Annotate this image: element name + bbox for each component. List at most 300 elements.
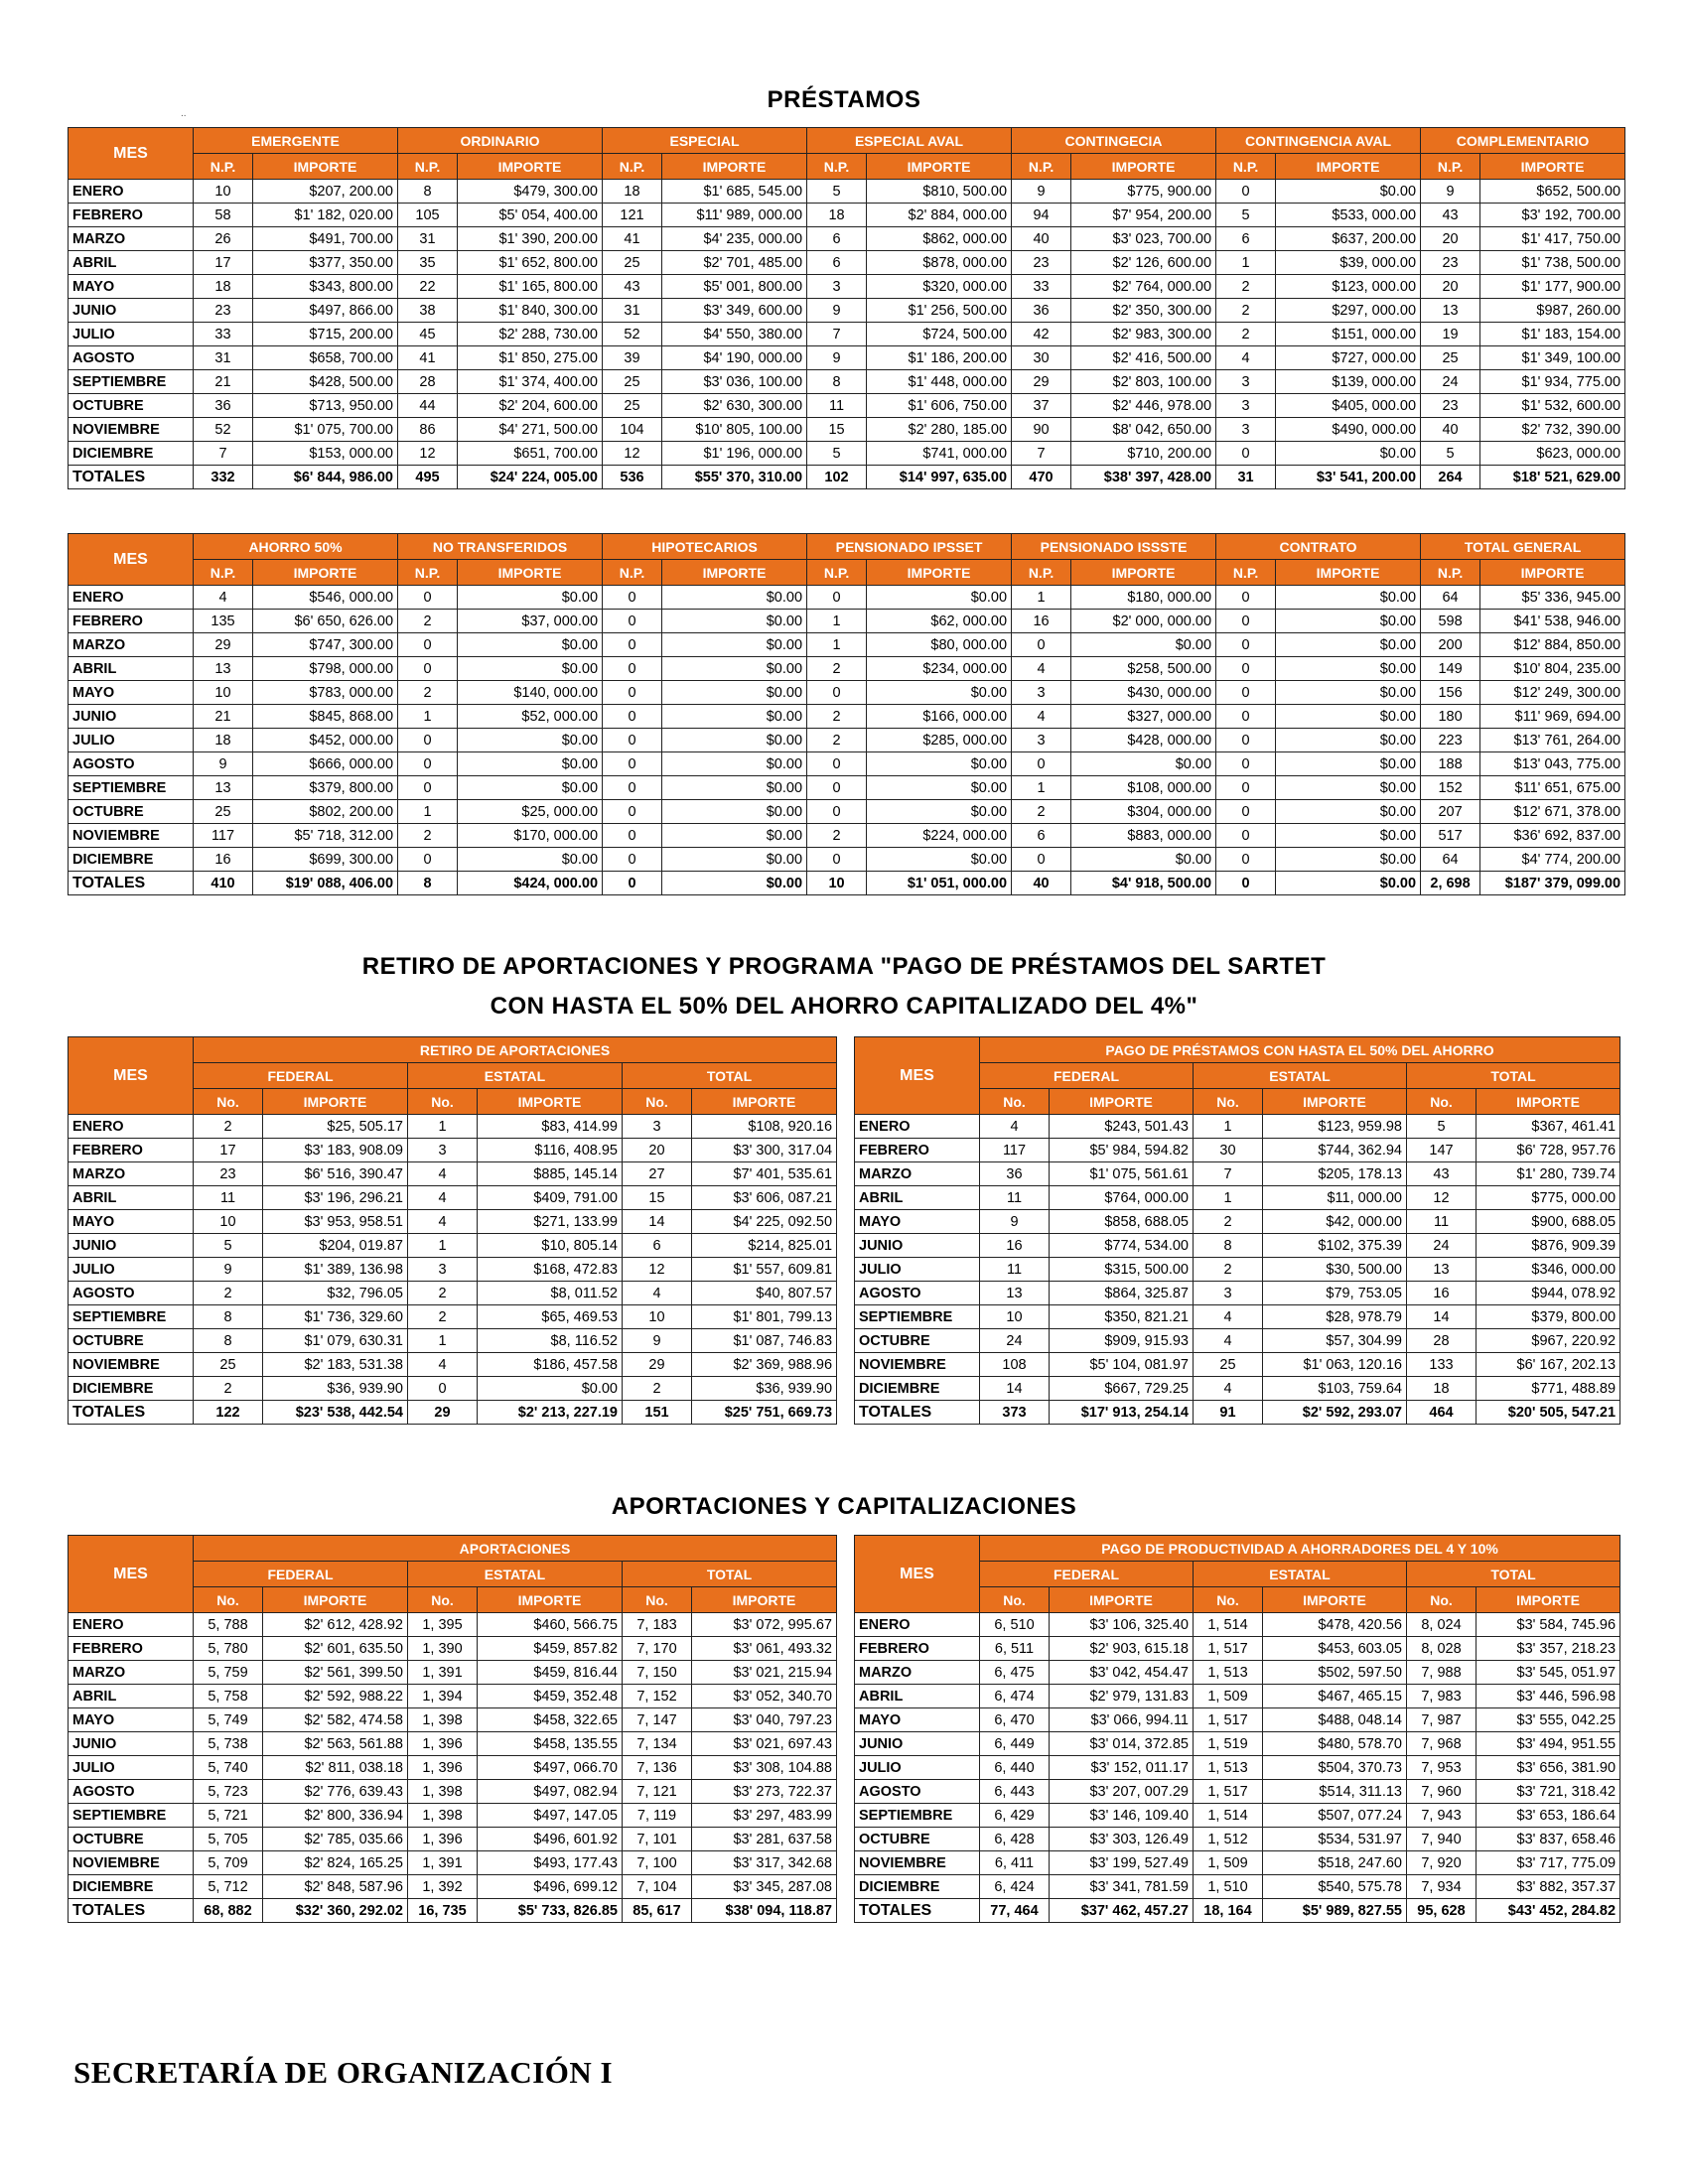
amount-cell: $3' 300, 317.04 — [692, 1139, 837, 1162]
count-cell: 6 — [1012, 824, 1071, 848]
amount-cell: $6' 728, 957.76 — [1477, 1139, 1620, 1162]
amount-cell: $504, 370.73 — [1263, 1756, 1407, 1780]
count-cell: 41 — [603, 227, 662, 251]
amount-cell: $25' 751, 669.73 — [692, 1401, 837, 1425]
count-cell: 0 — [398, 776, 458, 800]
count-cell: 42 — [1012, 323, 1071, 346]
amount-cell: $546, 000.00 — [253, 586, 398, 610]
count-cell: 25 — [194, 1353, 263, 1377]
count-cell: 1, 390 — [408, 1637, 478, 1661]
count-cell: 31 — [603, 299, 662, 323]
table-row — [69, 299, 1625, 323]
table6-grid — [854, 1535, 1620, 1923]
count-header: N.P. — [1012, 154, 1071, 180]
count-header: N.P. — [603, 560, 662, 586]
group-header: ESTATAL — [1194, 1063, 1407, 1089]
count-cell: 1 — [807, 633, 867, 657]
importe-header: IMPORTE — [867, 154, 1012, 180]
amount-cell: $1' 183, 154.00 — [1480, 323, 1625, 346]
count-cell: 7, 940 — [1407, 1828, 1477, 1851]
amount-cell: $0.00 — [1276, 442, 1421, 466]
amount-cell: $1' 390, 200.00 — [458, 227, 603, 251]
count-cell: 21 — [194, 370, 253, 394]
count-cell: 1, 395 — [408, 1613, 478, 1637]
count-cell: 5 — [807, 180, 867, 204]
count-cell: 13 — [194, 776, 253, 800]
amount-cell: $883, 000.00 — [1071, 824, 1216, 848]
amount-cell: $0.00 — [1071, 752, 1216, 776]
count-cell: 40 — [1012, 872, 1071, 895]
count-cell: 3 — [1216, 418, 1276, 442]
count-cell: 25 — [194, 800, 253, 824]
count-cell: 0 — [398, 586, 458, 610]
amount-cell: $491, 700.00 — [253, 227, 398, 251]
count-cell: 1 — [1216, 251, 1276, 275]
amount-cell: $187' 379, 099.00 — [1480, 872, 1625, 895]
amount-cell: $3' 297, 483.99 — [692, 1804, 837, 1828]
table-row — [69, 394, 1625, 418]
amount-cell: $2' 903, 615.18 — [1050, 1637, 1194, 1661]
month-cell: ENERO — [855, 1115, 980, 1139]
month-cell: JULIO — [69, 1756, 194, 1780]
importe-header: IMPORTE — [458, 154, 603, 180]
month-cell: JUNIO — [69, 1234, 194, 1258]
stray-mark: .. — [181, 108, 187, 119]
table-row — [69, 1828, 837, 1851]
importe-header: IMPORTE — [1480, 154, 1625, 180]
group-header: TOTAL — [1407, 1063, 1620, 1089]
table-row — [69, 370, 1625, 394]
month-cell: DICIEMBRE — [855, 1377, 980, 1401]
amount-cell: $39, 000.00 — [1276, 251, 1421, 275]
count-cell: 2 — [807, 705, 867, 729]
count-cell: 2, 698 — [1421, 872, 1480, 895]
amount-cell: $744, 362.94 — [1263, 1139, 1407, 1162]
month-cell: MAYO — [855, 1708, 980, 1732]
amount-cell: $862, 000.00 — [867, 227, 1012, 251]
count-cell: 5, 788 — [194, 1613, 263, 1637]
table-row — [69, 681, 1625, 705]
count-cell: 0 — [1216, 442, 1276, 466]
amount-cell: $667, 729.25 — [1050, 1377, 1194, 1401]
amount-cell: $3' 273, 722.37 — [692, 1780, 837, 1804]
table-row — [69, 657, 1625, 681]
table-row — [855, 1234, 1620, 1258]
count-cell: 5, 721 — [194, 1804, 263, 1828]
count-cell: 4 — [1012, 657, 1071, 681]
amount-cell: $2' 563, 561.88 — [263, 1732, 408, 1756]
count-cell: 9 — [194, 752, 253, 776]
amount-cell: $3' 357, 218.23 — [1477, 1637, 1620, 1661]
count-cell: 2 — [1216, 275, 1276, 299]
count-cell: 108 — [980, 1353, 1050, 1377]
amount-cell: $5' 718, 312.00 — [253, 824, 398, 848]
amount-cell: $204, 019.87 — [263, 1234, 408, 1258]
count-cell: 1, 398 — [408, 1780, 478, 1804]
importe-header: IMPORTE — [1263, 1089, 1407, 1115]
count-header: No. — [980, 1587, 1050, 1613]
count-cell: 5, 780 — [194, 1637, 263, 1661]
count-cell: 2 — [1194, 1258, 1263, 1282]
count-cell: 91 — [1194, 1401, 1263, 1425]
month-cell: OCTUBRE — [69, 1329, 194, 1353]
count-cell: 18 — [1407, 1377, 1477, 1401]
count-cell: 13 — [980, 1282, 1050, 1305]
count-cell: 31 — [398, 227, 458, 251]
amount-cell: $271, 133.99 — [478, 1210, 623, 1234]
table-row — [855, 1210, 1620, 1234]
count-cell: 68, 882 — [194, 1899, 263, 1923]
count-cell: 7, 104 — [623, 1875, 692, 1899]
count-cell: 1 — [398, 800, 458, 824]
amount-cell: $14' 997, 635.00 — [867, 466, 1012, 489]
count-cell: 17 — [194, 251, 253, 275]
table-row — [69, 1780, 837, 1804]
amount-cell: $480, 578.70 — [1263, 1732, 1407, 1756]
month-cell: JULIO — [855, 1258, 980, 1282]
amount-cell: $8, 011.52 — [478, 1282, 623, 1305]
count-cell: 1, 398 — [408, 1708, 478, 1732]
count-cell: 10 — [980, 1305, 1050, 1329]
amount-cell: $123, 000.00 — [1276, 275, 1421, 299]
count-cell: 25 — [1194, 1353, 1263, 1377]
count-cell: 4 — [623, 1282, 692, 1305]
amount-cell: $234, 000.00 — [867, 657, 1012, 681]
count-cell: 0 — [1012, 752, 1071, 776]
amount-cell: $52, 000.00 — [458, 705, 603, 729]
count-cell: 18 — [603, 180, 662, 204]
amount-cell: $0.00 — [1276, 752, 1421, 776]
count-cell: 104 — [603, 418, 662, 442]
count-cell: 31 — [1216, 466, 1276, 489]
amount-cell: $7' 954, 200.00 — [1071, 204, 1216, 227]
amount-cell: $458, 135.55 — [478, 1732, 623, 1756]
amount-cell: $5' 104, 081.97 — [1050, 1353, 1194, 1377]
count-cell: 9 — [980, 1210, 1050, 1234]
count-cell: 0 — [807, 681, 867, 705]
mes-header: MES — [69, 1037, 194, 1115]
amount-cell: $802, 200.00 — [253, 800, 398, 824]
amount-cell: $1' 736, 329.60 — [263, 1305, 408, 1329]
group-header: FEDERAL — [194, 1562, 408, 1587]
count-cell: 12 — [603, 442, 662, 466]
count-cell: 0 — [398, 633, 458, 657]
group-header: HIPOTECARIOS — [603, 534, 807, 560]
amount-cell: $488, 048.14 — [1263, 1708, 1407, 1732]
count-cell: 122 — [194, 1401, 263, 1425]
amount-cell: $243, 501.43 — [1050, 1115, 1194, 1139]
month-cell: FEBRERO — [855, 1139, 980, 1162]
amount-cell: $944, 078.92 — [1477, 1282, 1620, 1305]
amount-cell: $315, 500.00 — [1050, 1258, 1194, 1282]
group-header: NO TRANSFERIDOS — [398, 534, 603, 560]
count-cell: 180 — [1421, 705, 1480, 729]
amount-cell: $1' 079, 630.31 — [263, 1329, 408, 1353]
count-cell: 1, 509 — [1194, 1851, 1263, 1875]
amount-cell: $1' 934, 775.00 — [1480, 370, 1625, 394]
amount-cell: $2' 803, 100.00 — [1071, 370, 1216, 394]
amount-cell: $3' 207, 007.29 — [1050, 1780, 1194, 1804]
count-cell: 0 — [1216, 872, 1276, 895]
amount-cell: $699, 300.00 — [253, 848, 398, 872]
amount-cell: $4' 774, 200.00 — [1480, 848, 1625, 872]
count-cell: 9 — [194, 1258, 263, 1282]
amount-cell: $1' 685, 545.00 — [662, 180, 807, 204]
count-cell: 5, 740 — [194, 1756, 263, 1780]
count-cell: 14 — [1407, 1305, 1477, 1329]
amount-cell: $496, 601.92 — [478, 1828, 623, 1851]
count-cell: 25 — [603, 251, 662, 275]
table-row — [855, 1637, 1620, 1661]
amount-cell: $783, 000.00 — [253, 681, 398, 705]
table-row — [855, 1305, 1620, 1329]
count-cell: 0 — [603, 586, 662, 610]
month-cell: AGOSTO — [855, 1780, 980, 1804]
amount-cell: $4' 235, 000.00 — [662, 227, 807, 251]
amount-cell: $139, 000.00 — [1276, 370, 1421, 394]
amount-cell: $2' 416, 500.00 — [1071, 346, 1216, 370]
amount-cell: $715, 200.00 — [253, 323, 398, 346]
group-header: CONTINGECIA — [1012, 128, 1216, 154]
month-cell: ENERO — [69, 1115, 194, 1139]
amount-cell: $724, 500.00 — [867, 323, 1012, 346]
amount-cell: $2' 288, 730.00 — [458, 323, 603, 346]
amount-cell: $3' 345, 287.08 — [692, 1875, 837, 1899]
count-cell: 22 — [398, 275, 458, 299]
month-cell: NOVIEMBRE — [69, 418, 194, 442]
amount-cell: $2' 884, 000.00 — [867, 204, 1012, 227]
amount-cell: $459, 857.82 — [478, 1637, 623, 1661]
amount-cell: $37' 462, 457.27 — [1050, 1899, 1194, 1923]
count-cell: 1, 396 — [408, 1828, 478, 1851]
table-row — [69, 275, 1625, 299]
count-cell: 0 — [1012, 633, 1071, 657]
amount-cell: $350, 821.21 — [1050, 1305, 1194, 1329]
table-row — [69, 752, 1625, 776]
amount-cell: $2' 776, 639.43 — [263, 1780, 408, 1804]
table-row — [69, 633, 1625, 657]
count-cell: 105 — [398, 204, 458, 227]
table-row — [69, 800, 1625, 824]
table4-grid — [854, 1036, 1620, 1425]
amount-cell: $379, 800.00 — [1477, 1305, 1620, 1329]
count-cell: 7 — [1194, 1162, 1263, 1186]
importe-header: IMPORTE — [1050, 1587, 1194, 1613]
count-cell: 1, 391 — [408, 1851, 478, 1875]
count-cell: 44 — [398, 394, 458, 418]
group-header: FEDERAL — [980, 1562, 1194, 1587]
table1-grid — [68, 127, 1625, 489]
importe-header: IMPORTE — [1071, 154, 1216, 180]
count-cell: 1, 398 — [408, 1804, 478, 1828]
amount-cell: $0.00 — [662, 633, 807, 657]
count-cell: 536 — [603, 466, 662, 489]
group-header: PENSIONADO IPSSET — [807, 534, 1012, 560]
amount-cell: $80, 000.00 — [867, 633, 1012, 657]
amount-cell: $1' 063, 120.16 — [1263, 1353, 1407, 1377]
count-cell: 0 — [1216, 610, 1276, 633]
count-cell: 6, 440 — [980, 1756, 1050, 1780]
table-row — [855, 1875, 1620, 1899]
table-row — [69, 1282, 837, 1305]
count-cell: 4 — [1194, 1329, 1263, 1353]
table-row — [69, 1851, 837, 1875]
count-cell: 9 — [807, 299, 867, 323]
count-cell: 10 — [623, 1305, 692, 1329]
count-cell: 0 — [1216, 776, 1276, 800]
table-title: RETIRO DE APORTACIONES — [194, 1037, 837, 1063]
count-cell: 4 — [1216, 346, 1276, 370]
amount-cell: $775, 000.00 — [1477, 1186, 1620, 1210]
month-cell: JULIO — [69, 729, 194, 752]
group-header: ESTATAL — [408, 1562, 623, 1587]
mes-header: MES — [855, 1037, 980, 1115]
count-cell: 24 — [1407, 1234, 1477, 1258]
amount-cell: $3' 106, 325.40 — [1050, 1613, 1194, 1637]
amount-cell: $1' 280, 739.74 — [1477, 1162, 1620, 1186]
count-cell: 0 — [603, 752, 662, 776]
amount-cell: $180, 000.00 — [1071, 586, 1216, 610]
amount-cell: $1' 417, 750.00 — [1480, 227, 1625, 251]
count-cell: 14 — [623, 1210, 692, 1234]
count-cell: 0 — [807, 800, 867, 824]
amount-cell: $0.00 — [478, 1377, 623, 1401]
amount-cell: $3' 036, 100.00 — [662, 370, 807, 394]
amount-cell: $153, 000.00 — [253, 442, 398, 466]
count-cell: 24 — [1421, 370, 1480, 394]
group-header: TOTAL — [1407, 1562, 1620, 1587]
title-retiro-line2: CON HASTA EL 50% DEL AHORRO CAPITALIZADO DEL 4%" — [490, 993, 1198, 1020]
month-cell: SEPTIEMBRE — [69, 370, 194, 394]
amount-cell: $2' 848, 587.96 — [263, 1875, 408, 1899]
table-row — [855, 1282, 1620, 1305]
month-cell: ABRIL — [855, 1186, 980, 1210]
footer-secretaria: SECRETARÍA DE ORGANIZACIÓN I — [73, 2055, 614, 2090]
totals-row — [69, 872, 1625, 895]
amount-cell: $57, 304.99 — [1263, 1329, 1407, 1353]
count-cell: 0 — [398, 848, 458, 872]
amount-cell: $478, 420.56 — [1263, 1613, 1407, 1637]
amount-cell: $0.00 — [1276, 180, 1421, 204]
amount-cell: $3' 953, 958.51 — [263, 1210, 408, 1234]
count-cell: 117 — [194, 824, 253, 848]
amount-cell: $0.00 — [1276, 610, 1421, 633]
count-cell: 1, 512 — [1194, 1828, 1263, 1851]
count-cell: 1 — [1012, 776, 1071, 800]
amount-cell: $3' 152, 011.17 — [1050, 1756, 1194, 1780]
count-cell: 4 — [1194, 1305, 1263, 1329]
count-cell: 12 — [398, 442, 458, 466]
group-header: COMPLEMENTARIO — [1421, 128, 1625, 154]
count-cell: 410 — [194, 872, 253, 895]
amount-cell: $36, 939.90 — [692, 1377, 837, 1401]
count-cell: 117 — [980, 1139, 1050, 1162]
amount-cell: $0.00 — [1276, 705, 1421, 729]
amount-cell: $3' 021, 215.94 — [692, 1661, 837, 1685]
count-cell: 133 — [1407, 1353, 1477, 1377]
amount-cell: $4' 190, 000.00 — [662, 346, 807, 370]
count-cell: 3 — [1012, 729, 1071, 752]
table2-grid — [68, 533, 1625, 895]
amount-cell: $727, 000.00 — [1276, 346, 1421, 370]
amount-cell: $2' 592, 293.07 — [1263, 1401, 1407, 1425]
amount-cell: $6' 167, 202.13 — [1477, 1353, 1620, 1377]
amount-cell: $0.00 — [662, 752, 807, 776]
sub-header-row — [69, 154, 1625, 180]
amount-cell: $1' 448, 000.00 — [867, 370, 1012, 394]
count-cell: 31 — [194, 346, 253, 370]
count-cell: 0 — [1216, 681, 1276, 705]
count-cell: 373 — [980, 1401, 1050, 1425]
amount-cell: $2' 811, 038.18 — [263, 1756, 408, 1780]
amount-cell: $0.00 — [867, 848, 1012, 872]
amount-cell: $3' 656, 381.90 — [1477, 1756, 1620, 1780]
amount-cell: $493, 177.43 — [478, 1851, 623, 1875]
count-cell: 38 — [398, 299, 458, 323]
month-cell: FEBRERO — [69, 204, 194, 227]
count-cell: 207 — [1421, 800, 1480, 824]
count-cell: 11 — [1407, 1210, 1477, 1234]
amount-cell: $62, 000.00 — [867, 610, 1012, 633]
amount-cell: $885, 145.14 — [478, 1162, 623, 1186]
amount-cell: $0.00 — [1276, 657, 1421, 681]
importe-header: IMPORTE — [263, 1089, 408, 1115]
amount-cell: $1' 557, 609.81 — [692, 1258, 837, 1282]
amount-cell: $409, 791.00 — [478, 1186, 623, 1210]
amount-cell: $0.00 — [662, 729, 807, 752]
month-cell: TOTALES — [69, 1899, 194, 1923]
count-cell: 5 — [194, 1234, 263, 1258]
month-cell: SEPTIEMBRE — [69, 776, 194, 800]
amount-cell: $5' 054, 400.00 — [458, 204, 603, 227]
count-cell: 2 — [408, 1282, 478, 1305]
amount-cell: $140, 000.00 — [458, 681, 603, 705]
count-cell: 7 — [1012, 442, 1071, 466]
month-cell: OCTUBRE — [69, 800, 194, 824]
count-cell: 16 — [194, 848, 253, 872]
table-row — [855, 1780, 1620, 1804]
amount-cell: $1' 738, 500.00 — [1480, 251, 1625, 275]
month-cell: TOTALES — [69, 872, 194, 895]
count-cell: 6, 511 — [980, 1637, 1050, 1661]
group-header: FEDERAL — [194, 1063, 408, 1089]
month-cell: TOTALES — [69, 466, 194, 489]
month-cell: AGOSTO — [69, 1282, 194, 1305]
importe-header: IMPORTE — [1477, 1587, 1620, 1613]
amount-cell: $79, 753.05 — [1263, 1282, 1407, 1305]
count-cell: 332 — [194, 466, 253, 489]
amount-cell: $3' 341, 781.59 — [1050, 1875, 1194, 1899]
importe-header: IMPORTE — [692, 1089, 837, 1115]
table-title-row — [69, 1037, 837, 1063]
table-row — [855, 1828, 1620, 1851]
count-cell: 1 — [1194, 1115, 1263, 1139]
amount-cell: $5' 001, 800.00 — [662, 275, 807, 299]
count-cell: 29 — [194, 633, 253, 657]
count-cell: 5 — [1421, 442, 1480, 466]
count-cell: 85, 617 — [623, 1899, 692, 1923]
table-row — [855, 1139, 1620, 1162]
amount-cell: $327, 000.00 — [1071, 705, 1216, 729]
amount-cell: $967, 220.92 — [1477, 1329, 1620, 1353]
amount-cell: $0.00 — [1276, 633, 1421, 657]
amount-cell: $0.00 — [1276, 776, 1421, 800]
amount-cell: $764, 000.00 — [1050, 1186, 1194, 1210]
amount-cell: $10' 805, 100.00 — [662, 418, 807, 442]
amount-cell: $1' 196, 000.00 — [662, 442, 807, 466]
table-row — [855, 1162, 1620, 1186]
count-cell: 27 — [623, 1162, 692, 1186]
